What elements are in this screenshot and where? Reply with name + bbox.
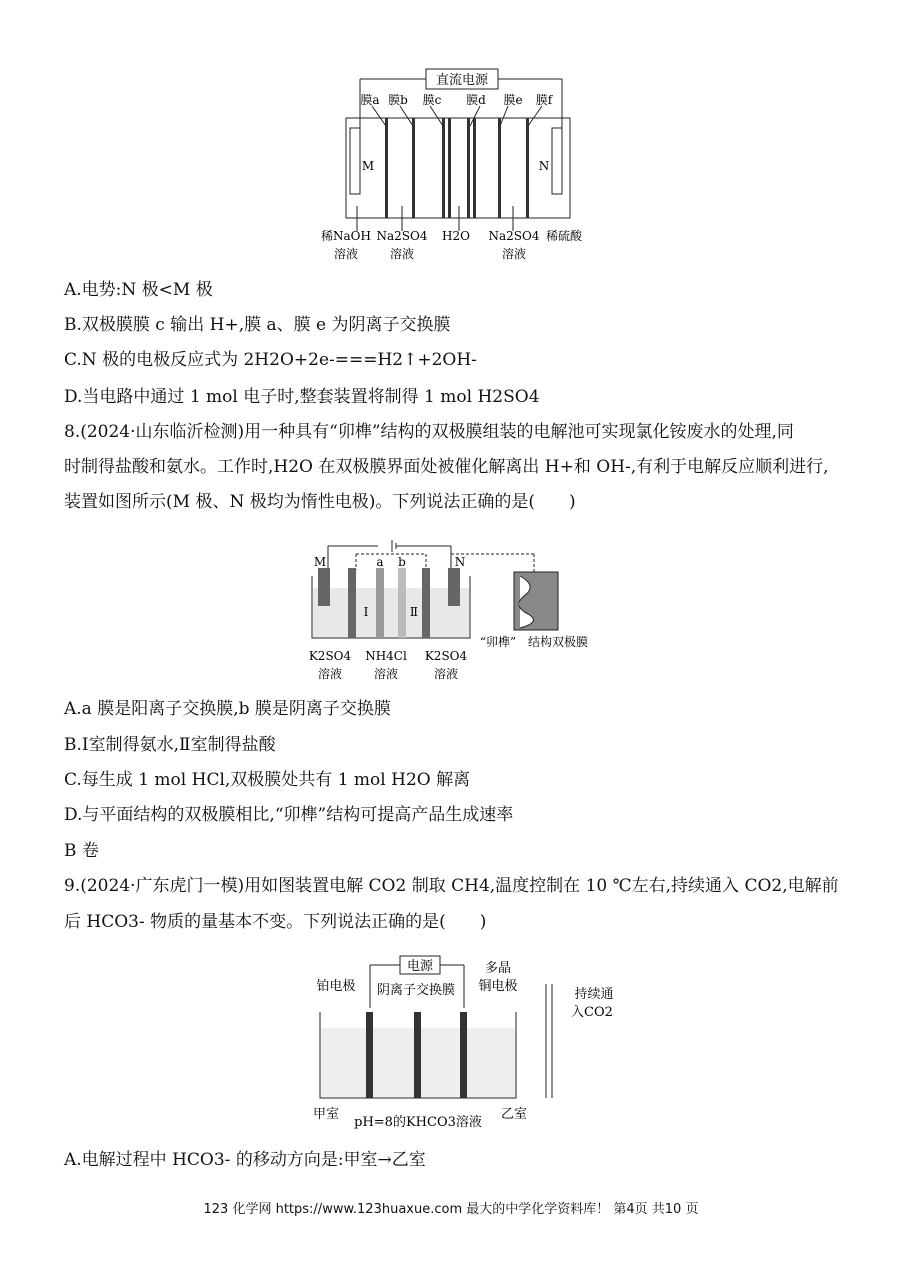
- page-footer: 123 化学网 https://www.123huaxue.com 最大的中学化学资料库！ 第4页 共10 页: [203, 1202, 699, 1217]
- electrode-m: M: [361, 159, 375, 173]
- q9-stem-line2: 后 HCO3- 物质的量基本不变。下列说法正确的是( ): [64, 912, 487, 932]
- copper-electrode: [460, 1012, 467, 1098]
- svg-text:pH=8的KHCO3溶液: pH=8的KHCO3溶液: [354, 1115, 482, 1130]
- q8-option-a: A.a 膜是阳离子交换膜,b 膜是阴离子交换膜: [64, 699, 391, 719]
- svg-text:阴离子交换膜: 阴离子交换膜: [376, 983, 456, 998]
- svg-text:铂电极: 铂电极: [316, 979, 356, 994]
- electrode-n: N: [538, 159, 550, 173]
- q8-option-d: D.与平面结构的双极膜相比,“卯榫”结构可提高产品生成速率: [64, 805, 514, 825]
- q8-option-b: B.Ⅰ室制得氨水,Ⅱ室制得盐酸: [64, 735, 276, 755]
- q9-option-a: A.电解过程中 HCO3- 的移动方向是:甲室→乙室: [64, 1150, 426, 1170]
- electrode-m: [318, 568, 330, 606]
- svg-text:溶液: 溶液: [333, 247, 359, 261]
- svg-text:溶液: 溶液: [373, 667, 399, 681]
- svg-text:入CO2: 入CO2: [571, 1005, 613, 1020]
- power-label: 直流电源: [435, 73, 489, 88]
- label-membrane-f: 膜f: [535, 93, 553, 107]
- svg-text:Ⅱ: Ⅱ: [409, 605, 419, 619]
- q7-option-b: B.双极膜膜 c 输出 H+,膜 a、膜 e 为阴离子交换膜: [64, 315, 451, 335]
- label-membrane-a: 膜a: [360, 93, 380, 107]
- bottom-label-5: 稀硫酸: [545, 229, 583, 243]
- svg-text:溶液: 溶液: [501, 247, 527, 261]
- figure-co2-electrolysis: [300, 948, 620, 1132]
- svg-text:溶液: 溶液: [433, 667, 459, 681]
- membrane-d: [467, 118, 470, 218]
- svg-text:溶液: 溶液: [389, 247, 415, 261]
- bottom-label-1: 稀NaOH: [321, 229, 371, 243]
- svg-text:K2SO4: K2SO4: [424, 649, 468, 663]
- q8-stem-line1: 8.(2024·山东临沂检测)用一种具有“卯榫”结构的双极膜组装的电解池可实现氯化铵废水的处理,同: [64, 422, 794, 442]
- label-membrane-e: 膜e: [503, 93, 523, 107]
- svg-text:持续通: 持续通: [574, 987, 614, 1002]
- membrane-a: [385, 118, 388, 218]
- q7-option-c: C.N 极的电极反应式为 2H2O+2e-===H2↑+2OH-: [64, 350, 477, 370]
- label-membrane-b: 膜b: [388, 93, 408, 107]
- svg-text:铜电极: 铜电极: [478, 979, 518, 994]
- svg-text:甲室: 甲室: [312, 1107, 340, 1122]
- svg-text:溶液: 溶液: [317, 667, 343, 681]
- svg-text:M: M: [313, 555, 327, 569]
- q7-option-a: A.电势:N 极<M 极: [64, 280, 213, 300]
- tank: [346, 118, 570, 218]
- electrode-n: [448, 568, 460, 606]
- membrane-e: [498, 118, 501, 218]
- q7-option-d: D.当电路中通过 1 mol 电子时,整套装置将制得 1 mol H2SO4: [64, 387, 540, 407]
- label-membrane-c: 膜c: [422, 93, 442, 107]
- q8-option-c: C.每生成 1 mol HCl,双极膜处共有 1 mol H2O 解离: [64, 770, 471, 790]
- label-membrane-d: 膜d: [466, 93, 486, 107]
- bottom-label-2: Na2SO4: [376, 229, 428, 243]
- svg-text:电源: 电源: [406, 959, 434, 974]
- q9-stem-line1: 9.(2024·广东虎门一模)用如图装置电解 CO2 制取 CH4,温度控制在 10 ℃左右,持续通入 CO2,电解前: [64, 876, 839, 896]
- svg-text:乙室: 乙室: [500, 1107, 528, 1122]
- platinum-electrode: [366, 1012, 373, 1098]
- figure-electrodialysis: [321, 66, 590, 266]
- section-heading: B 卷: [64, 841, 99, 861]
- svg-text:“卯榫”: “卯榫”: [479, 635, 517, 649]
- svg-text:N: N: [454, 555, 466, 569]
- svg-text:结构双极膜: 结构双极膜: [527, 635, 589, 649]
- membrane-b: [412, 118, 415, 218]
- anion-exchange-membrane: [414, 1012, 421, 1098]
- bottom-label-3: H2O: [442, 229, 470, 243]
- membrane-f: [526, 118, 529, 218]
- svg-text:Ⅰ: Ⅰ: [363, 605, 369, 619]
- membrane-c: [442, 118, 445, 218]
- svg-text:多晶: 多晶: [484, 961, 512, 976]
- q8-stem-line3: 装置如图所示(M 极、N 极均为惰性电极)。下列说法正确的是( ): [64, 492, 576, 512]
- svg-text:a: a: [376, 555, 384, 569]
- svg-text:NH4Cl: NH4Cl: [365, 649, 407, 663]
- svg-text:K2SO4: K2SO4: [308, 649, 352, 663]
- figure-bipolar-membrane: [306, 530, 606, 686]
- q8-stem-line2: 时制得盐酸和氨水。工作时,H2O 在双极膜界面处被催化解离出 H+和 OH-,有利于电解反应顺利进行,: [64, 457, 829, 477]
- svg-text:b: b: [398, 555, 406, 569]
- bottom-label-4: Na2SO4: [488, 229, 540, 243]
